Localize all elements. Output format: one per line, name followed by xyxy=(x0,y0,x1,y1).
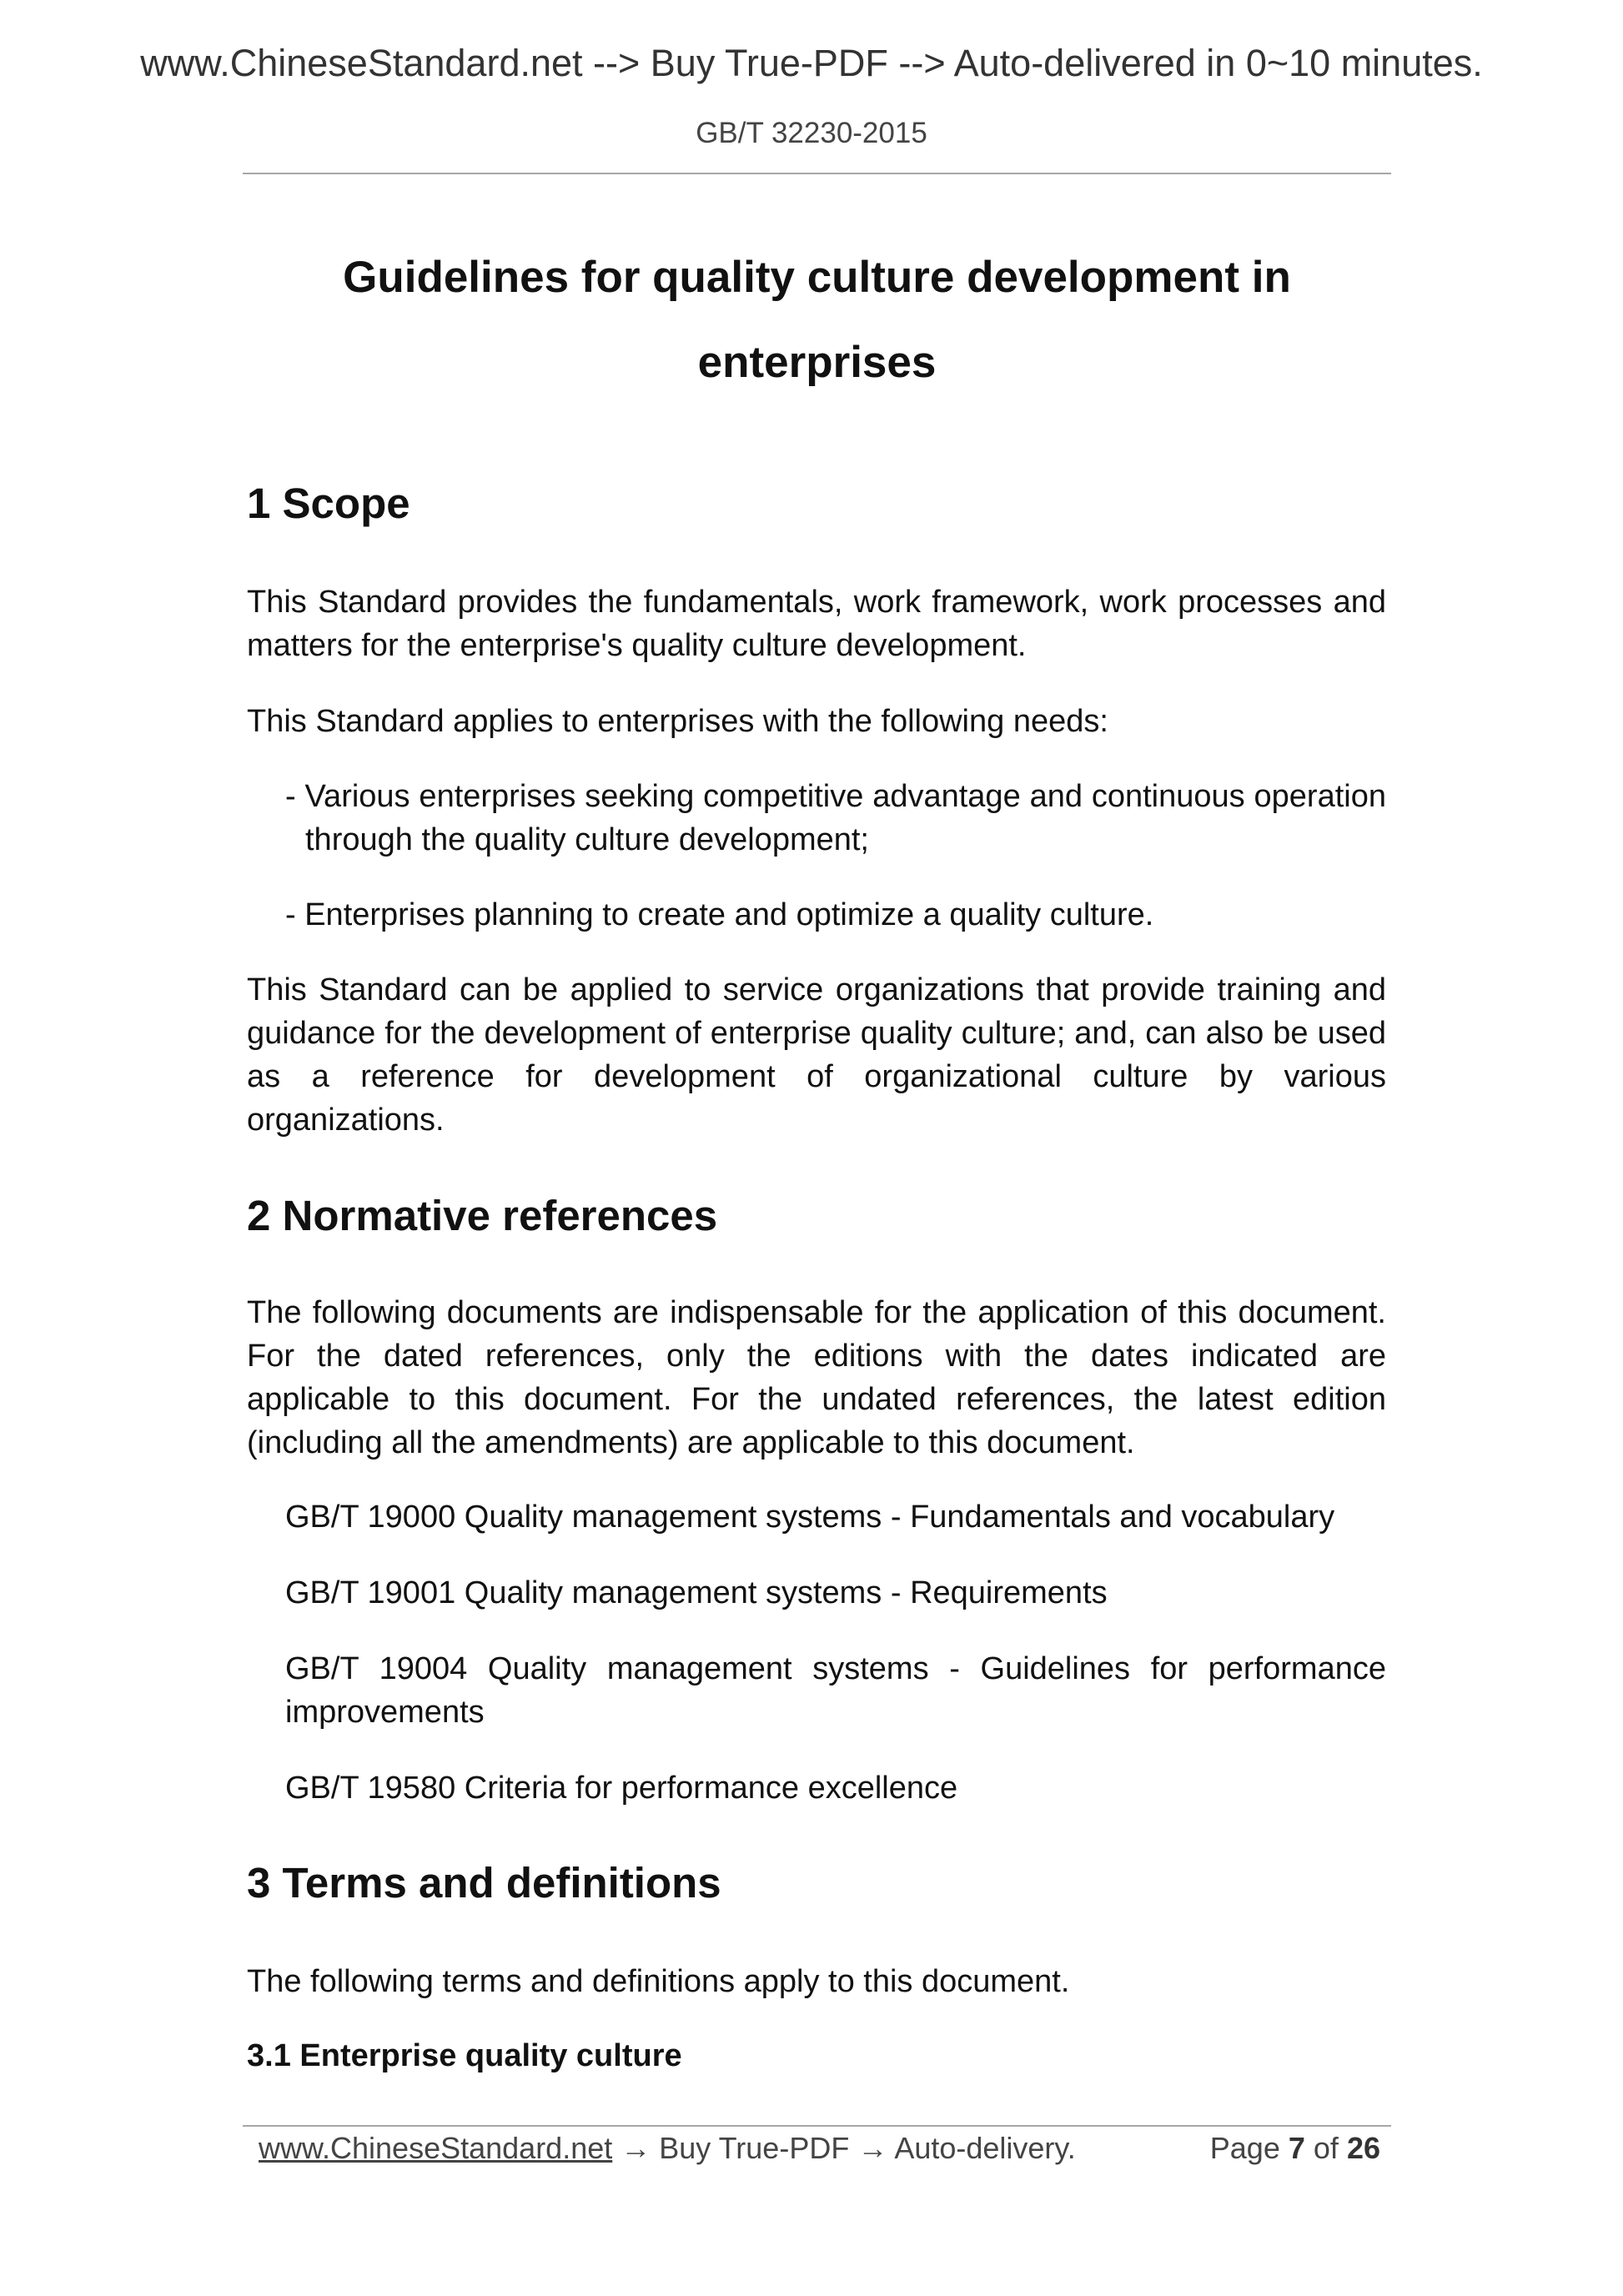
reference-item: GB/T 19001 Quality management systems - Requirements xyxy=(285,1575,1108,1610)
scope-bullet-2: - Enterprises planning to create and optimize a quality culture. xyxy=(285,897,1154,932)
page-indicator xyxy=(1210,2131,1380,2166)
scope-paragraph-3: This Standard can be applied to service organizations that provide training and guidance for the development of enterprise quality culture; and, can also be used as a reference for development of organizational culture by various organizations. xyxy=(247,972,1386,1138)
scope-paragraph-1: This Standard provides the fundamentals, work framework, work processes and matters for the enterprise's quality culture development. xyxy=(247,585,1386,663)
header-divider xyxy=(243,173,1391,174)
page-current: 7 xyxy=(1288,2131,1305,2165)
reference-item: GB/T 19004 Quality management systems - Guidelines for performance improvements xyxy=(285,1651,1386,1730)
of-label: of xyxy=(1313,2131,1339,2165)
title-line-2: enterprises xyxy=(697,338,937,387)
footer-link[interactable]: www.ChineseStandard.net xyxy=(259,2131,613,2165)
reference-item: GB/T 19580 Criteria for performance excellence xyxy=(285,1771,958,1806)
footer-divider xyxy=(243,2125,1391,2127)
subsection-3-1-heading: 3.1 Enterprise quality culture xyxy=(247,2038,682,2073)
section-2-heading: 2 Normative references xyxy=(247,1192,718,1239)
references-paragraph: The following documents are indispensable for the application of this document. For the dated references, only the editions with the dates indicated are applicable to this document. For the undated references, the latest edition (including all the amendments) are applicable to this document. xyxy=(247,1295,1386,1460)
page-total: 26 xyxy=(1346,2131,1380,2165)
section-3-heading: 3 Terms and definitions xyxy=(247,1859,721,1907)
scope-bullet-1: - Various enterprises seeking competitive advantage and continuous operation through the quality culture development; xyxy=(285,779,1386,857)
title-line-1: Guidelines for quality culture development in xyxy=(343,253,1291,302)
page-footer xyxy=(259,2131,1380,2166)
banner-text: www.ChineseStandard.net --> Buy True-PDF --> Auto-delivered in 0~10 minutes. xyxy=(140,42,1483,84)
standard-code: GB/T 32230-2015 xyxy=(696,117,927,149)
scope-paragraph-2: This Standard applies to enterprises with the following needs: xyxy=(247,704,1108,739)
reference-item: GB/T 19000 Quality management systems - Fundamentals and vocabulary xyxy=(285,1500,1335,1535)
section-1-heading: 1 Scope xyxy=(247,480,410,527)
page-label: Page xyxy=(1209,2131,1280,2165)
page-title xyxy=(243,235,1391,405)
terms-paragraph: The following terms and definitions apply to this document. xyxy=(247,1964,1070,1999)
footer-text: → Buy True-PDF → Auto-delivery. xyxy=(612,2131,1076,2165)
